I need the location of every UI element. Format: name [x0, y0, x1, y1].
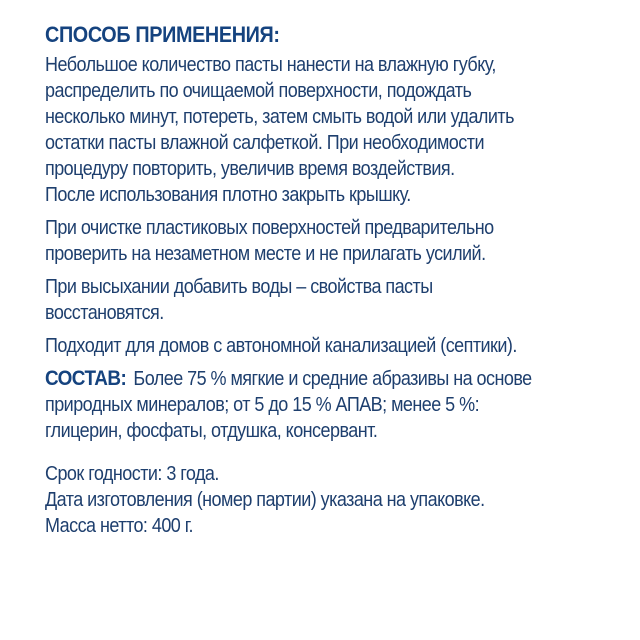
text-line: При высыхании добавить воды – свойства пасты	[45, 276, 433, 298]
usage-paragraph-1	[45, 52, 563, 208]
text-line: Небольшое количество пасты нанести на влажную губку,	[45, 54, 496, 76]
manufacture-date-text: Дата изготовления (номер партии) указана на упаковке.	[45, 489, 485, 511]
text-line: восстановятся.	[45, 302, 164, 324]
composition-text: Более 75 % мягкие и средние абразивы на основе	[133, 368, 532, 390]
text-line: проверить на незаметном месте и не прилагать усилий.	[45, 243, 486, 265]
shelf-life-text: Срок годности: 3 года.	[45, 463, 219, 485]
text-line: При очистке пластиковых поверхностей предварительно	[45, 217, 494, 239]
text-line: природных минералов; от 5 до 15 % АПАВ; менее 5 %:	[45, 394, 480, 416]
text-line: Подходит для домов с автономной канализацией (септики).	[45, 335, 517, 357]
product-label	[45, 22, 563, 546]
info-section	[45, 461, 563, 539]
text-line: процедуру повторить, увеличив время воздействия.	[45, 158, 455, 180]
text-line: несколько минут, потереть, затем смыть водой или удалить	[45, 106, 514, 128]
usage-paragraph-2	[45, 215, 563, 267]
section-spacer	[45, 451, 563, 461]
text-line: глицерин, фосфаты, отдушка, консервант.	[45, 420, 378, 442]
usage-paragraph-3	[45, 274, 563, 326]
composition-title: СОСТАВ:	[45, 367, 127, 390]
usage-paragraph-4	[45, 333, 563, 359]
net-weight-text: Масса нетто: 400 г.	[45, 515, 194, 537]
text-line: После использования плотно закрыть крышку.	[45, 184, 411, 206]
composition-section	[45, 366, 563, 444]
composition-first-line	[45, 366, 563, 392]
text-line: остатки пасты влажной салфеткой. При необходимости	[45, 132, 484, 154]
text-line: распределить по очищаемой поверхности, подождать	[45, 80, 472, 102]
usage-heading: СПОСОБ ПРИМЕНЕНИЯ:	[45, 22, 280, 47]
